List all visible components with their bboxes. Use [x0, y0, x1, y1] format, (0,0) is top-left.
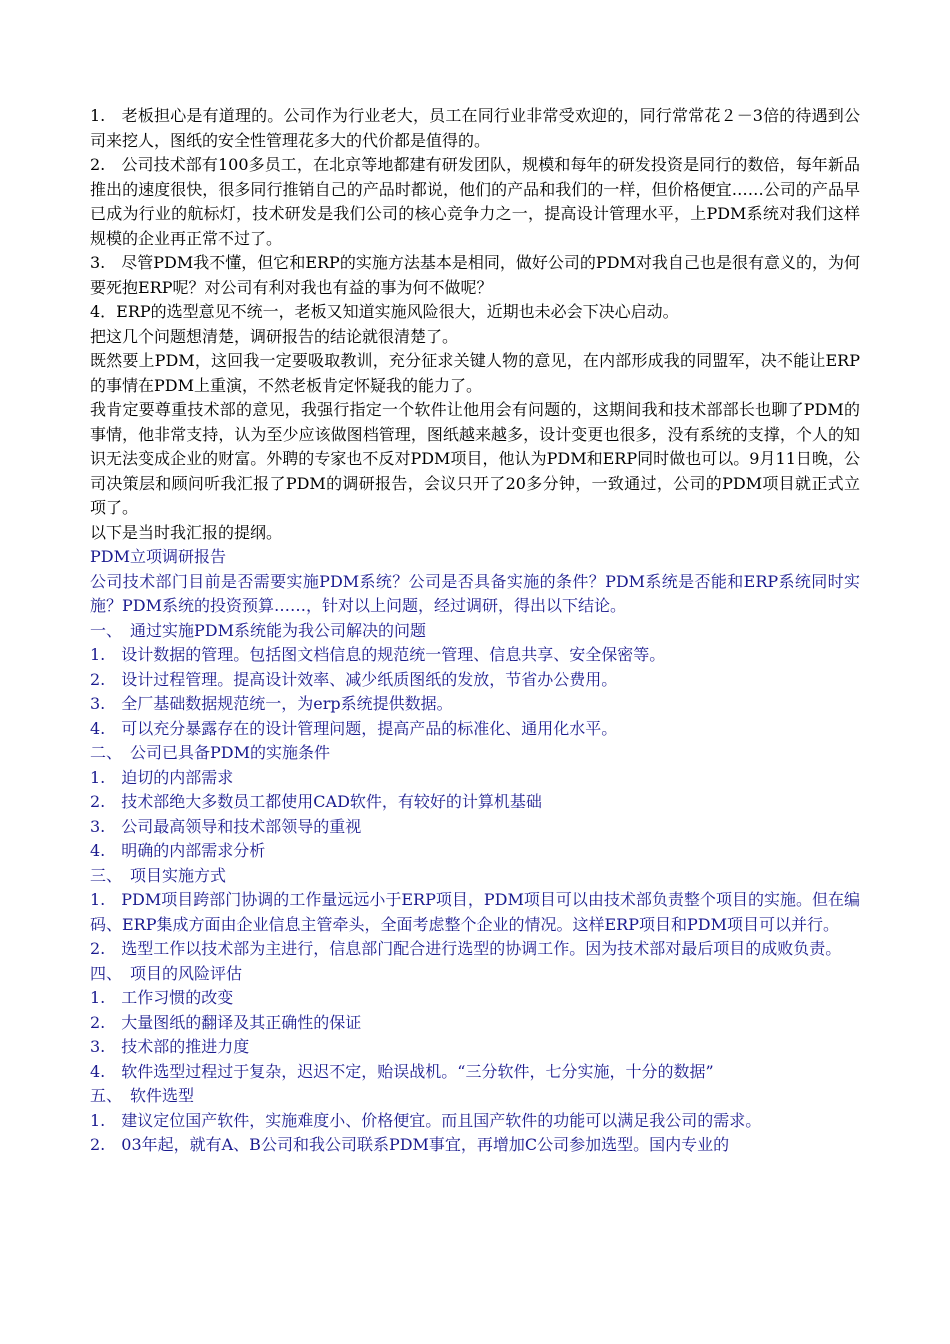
paragraph: 2. 大量图纸的翻译及其正确性的保证 [90, 1012, 362, 1032]
paragraph: 公司技术部门目前是否需要实施PDM系统？公司是否具备实施的条件？PDM系统是否能和ERP系统同时实施？PDM系统的投资预算……，针对以上问题，经过调研，得出以下结论。 [90, 571, 860, 615]
paragraph: 既然要上PDM，这回我一定要吸取教训，充分征求关键人物的意见，在内部形成我的同盟军，决不能让ERP的事情在PDM上重演，不然老板肯定怀疑我的能力了。 [90, 351, 860, 395]
paragraph: 4. 可以充分暴露存在的设计管理问题，提高产品的标准化、通用化水平。 [90, 718, 618, 738]
paragraph: 我肯定要尊重技术部的意见，我强行指定一个软件让他用会有问题的，这期间我和技术部部长也聊了PDM的事情，他非常支持，认为至少应该做图档管理，图纸越来越多，设计变更也很多，没有系统的支撑，个人的知识无法变成企业的财富。外聘的专家也不反对PDM项目，他认为PDM和ERP同时做也可以。9月11日晚，公司决策层和顾问听我汇报了PDM的调研报告，会议只开了20多分钟，一致通过，公司的PDM项目就正式立项了。 [90, 400, 860, 517]
paragraph: 1. PDM项目跨部门协调的工作量远远小于ERP项目，PDM项目可以由技术部负责整个项目的实施。但在编码、ERP集成方面由企业信息主管牵头，全面考虑整个企业的情况。这样ERP项目和PDM项目可以并行。 [90, 890, 860, 934]
paragraph: 2. 03年起，就有A、B公司和我公司联系PDM事宜，再增加C公司参加选型。国内专业的 [90, 1135, 730, 1154]
paragraph: 1. 迫切的内部需求 [90, 767, 234, 787]
paragraph: 二、 公司已具备PDM的实施条件 [90, 743, 330, 762]
paragraph: 3. 公司最高领导和技术部领导的重视 [90, 816, 362, 836]
paragraph: 4．ERP的选型意见不统一，老板又知道实施风险很大，近期也未必会下决心启动。 [90, 302, 679, 321]
paragraph: 2. 选型工作以技术部为主进行，信息部门配合进行选型的协调工作。因为技术部对最后项目的成败负责。 [90, 939, 842, 958]
paragraph: 五、 软件选型 [90, 1086, 195, 1105]
paragraph: 2. 设计过程管理。提高设计效率、减少纸质图纸的发放，节省办公费用。 [90, 669, 618, 689]
paragraph: 3. 尽管PDM我不懂，但它和ERP的实施方法基本是相同，做好公司的PDM对我自己也是很有意义的，为何要死抱ERP呢？对公司有利对我也有益的事为何不做呢？ [90, 253, 860, 297]
paragraph: 1. 老板担心是有道理的。公司作为行业老大，员工在同行业非常受欢迎的，同行常常花２－3倍的待遇到公司来挖人，图纸的安全性管理花多大的代价都是值得的。 [90, 106, 860, 150]
paragraph: 四、 项目的风险评估 [90, 963, 243, 983]
paragraph: 三、 项目实施方式 [90, 865, 227, 885]
paragraph: 4. 明确的内部需求分析 [90, 841, 266, 860]
paragraph: PDM立项调研报告 [90, 547, 226, 566]
paragraph: 4. 软件选型过程过于复杂，迟迟不定，贻误战机。“三分软件，七分实施，十分的数据” [90, 1061, 714, 1081]
paragraph: 3. 技术部的推进力度 [90, 1037, 250, 1056]
paragraph: 以下是当时我汇报的提纲。 [90, 522, 283, 542]
paragraph: 2. 技术部绝大多数员工都使用CAD软件，有较好的计算机基础 [90, 792, 542, 811]
paragraph: 1. 建议定位国产软件，实施难度小、价格便宜。而且国产软件的功能可以满足我公司的需求。 [90, 1110, 762, 1130]
paragraph: 1. 工作习惯的改变 [90, 988, 234, 1007]
paragraph: 2. 公司技术部有100多员工，在北京等地都建有研发团队，规模和每年的研发投资是同行的数倍，每年新品推出的速度很快，很多同行推销自己的产品时都说，他们的产品和我们的一样，但价格便宜……公司的产品早已成为行业的航标灯，技术研发是我们公司的核心竞争力之一，提高设计管理水平，上PDM系统对我们这样规模的企业再正常不过了。 [90, 155, 860, 248]
paragraph: 1. 设计数据的管理。包括图文档信息的规范统一管理、信息共享、安全保密等。 [90, 645, 666, 664]
paragraph: 3. 全厂基础数据规范统一，为erp系统提供数据。 [90, 694, 453, 713]
paragraph: 一、 通过实施PDM系统能为我公司解决的问题 [90, 620, 426, 640]
document-body [90, 104, 860, 1158]
paragraph: 把这几个问题想清楚，调研报告的结论就很清楚了。 [90, 326, 459, 346]
